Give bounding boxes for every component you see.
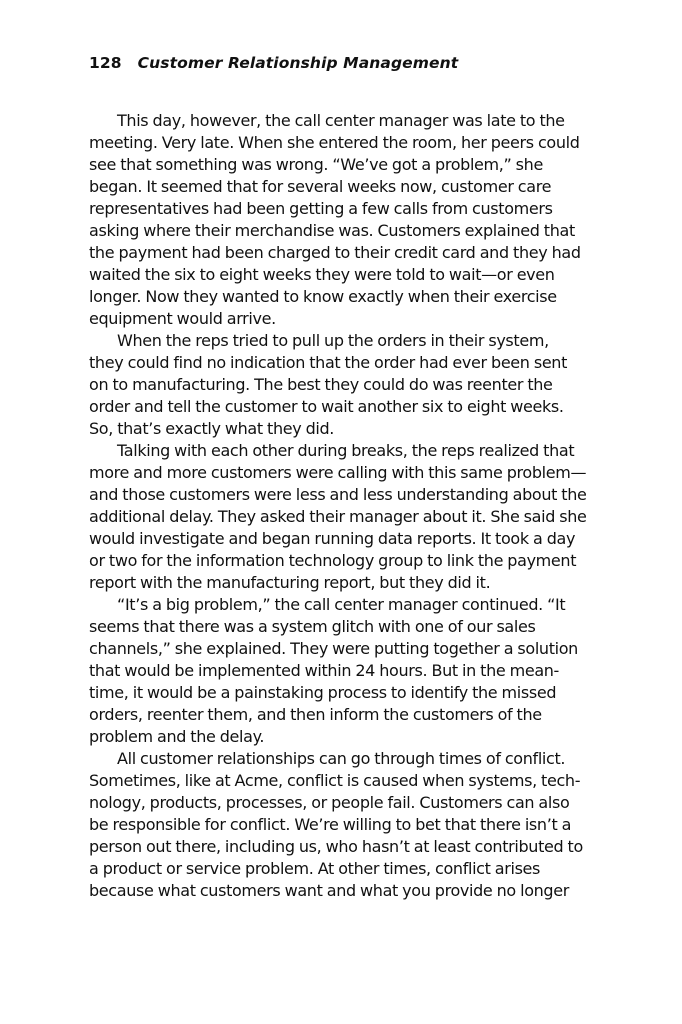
body-text xyxy=(89,110,599,902)
text-line: see that something was wrong. “We’ve got a problem,” she xyxy=(89,155,543,174)
text-line: be responsible for conflict. We’re willing to bet that there isn’t a xyxy=(89,815,572,834)
text-line: that would be implemented within 24 hours. But in the mean- xyxy=(89,661,559,680)
text-line: This day, however, the call center manager was late to the xyxy=(117,111,565,130)
running-head xyxy=(89,52,458,74)
text-line: problem and the delay. xyxy=(89,727,265,746)
paragraph xyxy=(89,110,599,330)
text-line: would investigate and began running data reports. It took a day xyxy=(89,529,576,548)
text-line: report with the manufacturing report, but they did it. xyxy=(89,573,491,592)
text-line: asking where their merchandise was. Customers explained that xyxy=(89,221,575,240)
paragraph xyxy=(89,440,599,594)
text-line: meeting. Very late. When she entered the room, her peers could xyxy=(89,133,580,152)
text-line: order and tell the customer to wait another six to eight weeks. xyxy=(89,397,564,416)
text-line: waited the six to eight weeks they were told to wait—or even xyxy=(89,265,555,284)
text-line: “It’s a big problem,” the call center manager continued. “It xyxy=(117,595,566,614)
text-line: because what customers want and what you provide no longer xyxy=(89,881,569,900)
text-line: on to manufacturing. The best they could do was reenter the xyxy=(89,375,553,394)
text-line: additional delay. They asked their manager about it. She said she xyxy=(89,507,587,526)
text-line: All customer relationships can go through times of conflict. xyxy=(117,749,566,768)
text-line: began. It seemed that for several weeks now, customer care xyxy=(89,177,552,196)
text-line: Sometimes, like at Acme, conflict is caused when systems, tech- xyxy=(89,771,581,790)
text-line: time, it would be a painstaking process to identify the missed xyxy=(89,683,557,702)
text-line: representatives had been getting a few calls from customers xyxy=(89,199,553,218)
text-line: seems that there was a system glitch with one of our sales xyxy=(89,617,536,636)
text-line: a product or service problem. At other times, conflict arises xyxy=(89,859,541,878)
text-line: person out there, including us, who hasn’t at least contributed to xyxy=(89,837,583,856)
book-title: Customer Relationship Management xyxy=(137,54,459,72)
text-line: Talking with each other during breaks, the reps realized that xyxy=(117,441,575,460)
page-number: 128 xyxy=(89,54,122,72)
text-line: longer. Now they wanted to know exactly when their exercise xyxy=(89,287,557,306)
text-line: nology, products, processes, or people fail. Customers can also xyxy=(89,793,570,812)
text-line: orders, reenter them, and then inform the customers of the xyxy=(89,705,542,724)
text-line: equipment would arrive. xyxy=(89,309,276,328)
text-line: So, that’s exactly what they did. xyxy=(89,419,335,438)
text-line: they could find no indication that the order had ever been sent xyxy=(89,353,568,372)
text-line: channels,” she explained. They were putting together a solution xyxy=(89,639,578,658)
text-line: When the reps tried to pull up the orders in their system, xyxy=(117,331,549,350)
text-line: or two for the information technology group to link the payment xyxy=(89,551,577,570)
paragraph xyxy=(89,748,599,902)
text-line: the payment had been charged to their credit card and they had xyxy=(89,243,581,262)
paragraph xyxy=(89,594,599,748)
paragraph xyxy=(89,330,599,440)
text-line: and those customers were less and less understanding about the xyxy=(89,485,587,504)
text-line: more and more customers were calling with this same problem— xyxy=(89,463,587,482)
